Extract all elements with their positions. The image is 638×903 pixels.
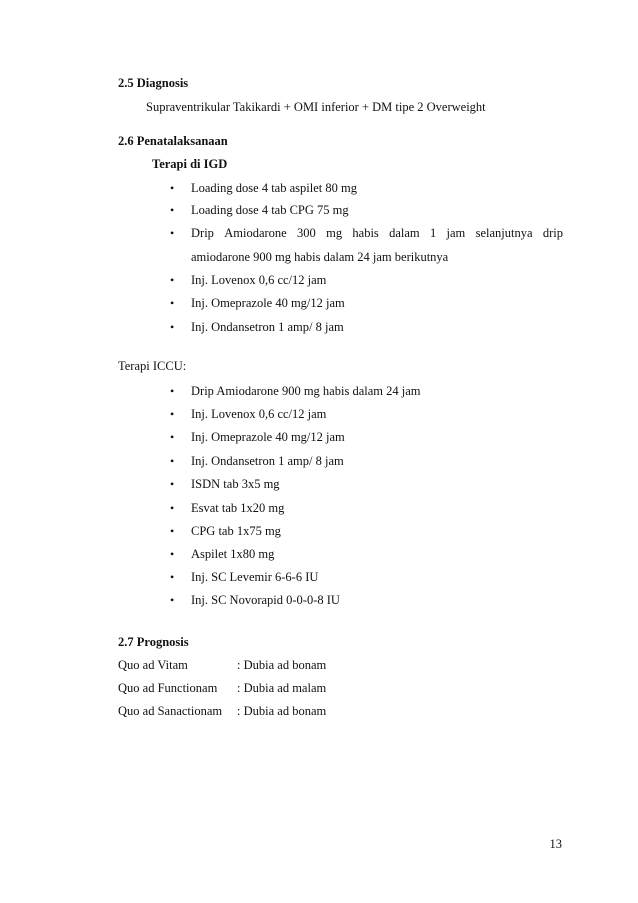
prognosis-value: : Dubia ad bonam (237, 658, 327, 672)
bullet-icon: • (170, 296, 175, 310)
diagnosis-heading: 2.5 Diagnosis (118, 76, 189, 90)
list-item-text: Loading dose 4 tab CPG 75 mg (191, 203, 349, 217)
bullet-icon: • (170, 547, 175, 561)
drip-word: 1 (429, 226, 437, 240)
list-item-text: Inj. Lovenox 0,6 cc/12 jam (191, 273, 327, 287)
bullet-icon: • (170, 407, 175, 421)
list-item-text: Inj. Ondansetron 1 amp/ 8 jam (191, 454, 344, 468)
drip-word: selanjutnya (475, 226, 533, 240)
bullet-icon: • (170, 593, 175, 607)
list-item-text: CPG tab 1x75 mg (191, 524, 281, 538)
list-item-text: ISDN tab 3x5 mg (191, 477, 280, 491)
drip-word: Amiodarone (224, 226, 287, 240)
iccu-heading: Terapi ICCU: (118, 359, 187, 373)
bullet-icon: • (170, 454, 175, 468)
bullet-icon: • (170, 273, 175, 287)
prognosis-label: Quo ad Functionam (118, 681, 218, 695)
list-item-text: Inj. Omeprazole 40 mg/12 jam (191, 430, 345, 444)
drip-word: Drip (191, 226, 214, 240)
list-item-text: Drip Amiodarone 900 mg habis dalam 24 jam (191, 384, 421, 398)
prognosis-label: Quo ad Sanactionam (118, 704, 223, 718)
diagnosis-text: Supraventrikular Takikardi + OMI inferior + DM tipe 2 Overweight (146, 100, 486, 114)
bullet-icon: • (170, 501, 175, 515)
prognosis-label: Quo ad Vitam (118, 658, 188, 672)
list-item-text: Esvat tab 1x20 mg (191, 501, 285, 515)
drip-word: mg (326, 226, 343, 240)
management-heading: 2.6 Penatalaksanaan (118, 134, 228, 148)
page-number: 13 (549, 837, 562, 851)
prognosis-value: : Dubia ad bonam (237, 704, 327, 718)
bullet-icon: • (170, 384, 175, 398)
prognosis-row (118, 704, 326, 719)
drip-word: jam (446, 226, 466, 240)
drip-word: habis (352, 226, 379, 240)
list-item-text: Inj. SC Novorapid 0-0-0-8 IU (191, 593, 340, 607)
bullet-icon: • (170, 226, 175, 240)
list-item-text: Inj. Omeprazole 40 mg/12 jam (191, 296, 345, 310)
list-item-text: Inj. Lovenox 0,6 cc/12 jam (191, 407, 327, 421)
bullet-icon: • (170, 181, 175, 195)
drip-word: 300 (297, 226, 316, 240)
bullet-icon: • (170, 203, 175, 217)
list-item-text: Inj. Ondansetron 1 amp/ 8 jam (191, 320, 344, 334)
bullet-icon: • (170, 524, 175, 538)
bullet-icon: • (170, 477, 175, 491)
prognosis-row (118, 658, 326, 673)
bullet-icon: • (170, 430, 175, 444)
bullet-icon: • (170, 320, 175, 334)
prognosis-heading: 2.7 Prognosis (118, 635, 189, 649)
list-item-text: Inj. SC Levemir 6-6-6 IU (191, 570, 319, 584)
list-item-text: Loading dose 4 tab aspilet 80 mg (191, 181, 357, 195)
prognosis-value: : Dubia ad malam (237, 681, 327, 695)
drip-continuation: amiodarone 900 mg habis dalam 24 jam berikutnya (191, 250, 449, 264)
drip-word: dalam (389, 226, 420, 240)
bullet-icon: • (170, 570, 175, 584)
list-item-text: Aspilet 1x80 mg (191, 547, 275, 561)
prognosis-row (118, 681, 326, 696)
igd-heading: Terapi di IGD (152, 157, 228, 171)
drip-word: drip (542, 226, 563, 240)
drip-line-justified (191, 226, 563, 241)
